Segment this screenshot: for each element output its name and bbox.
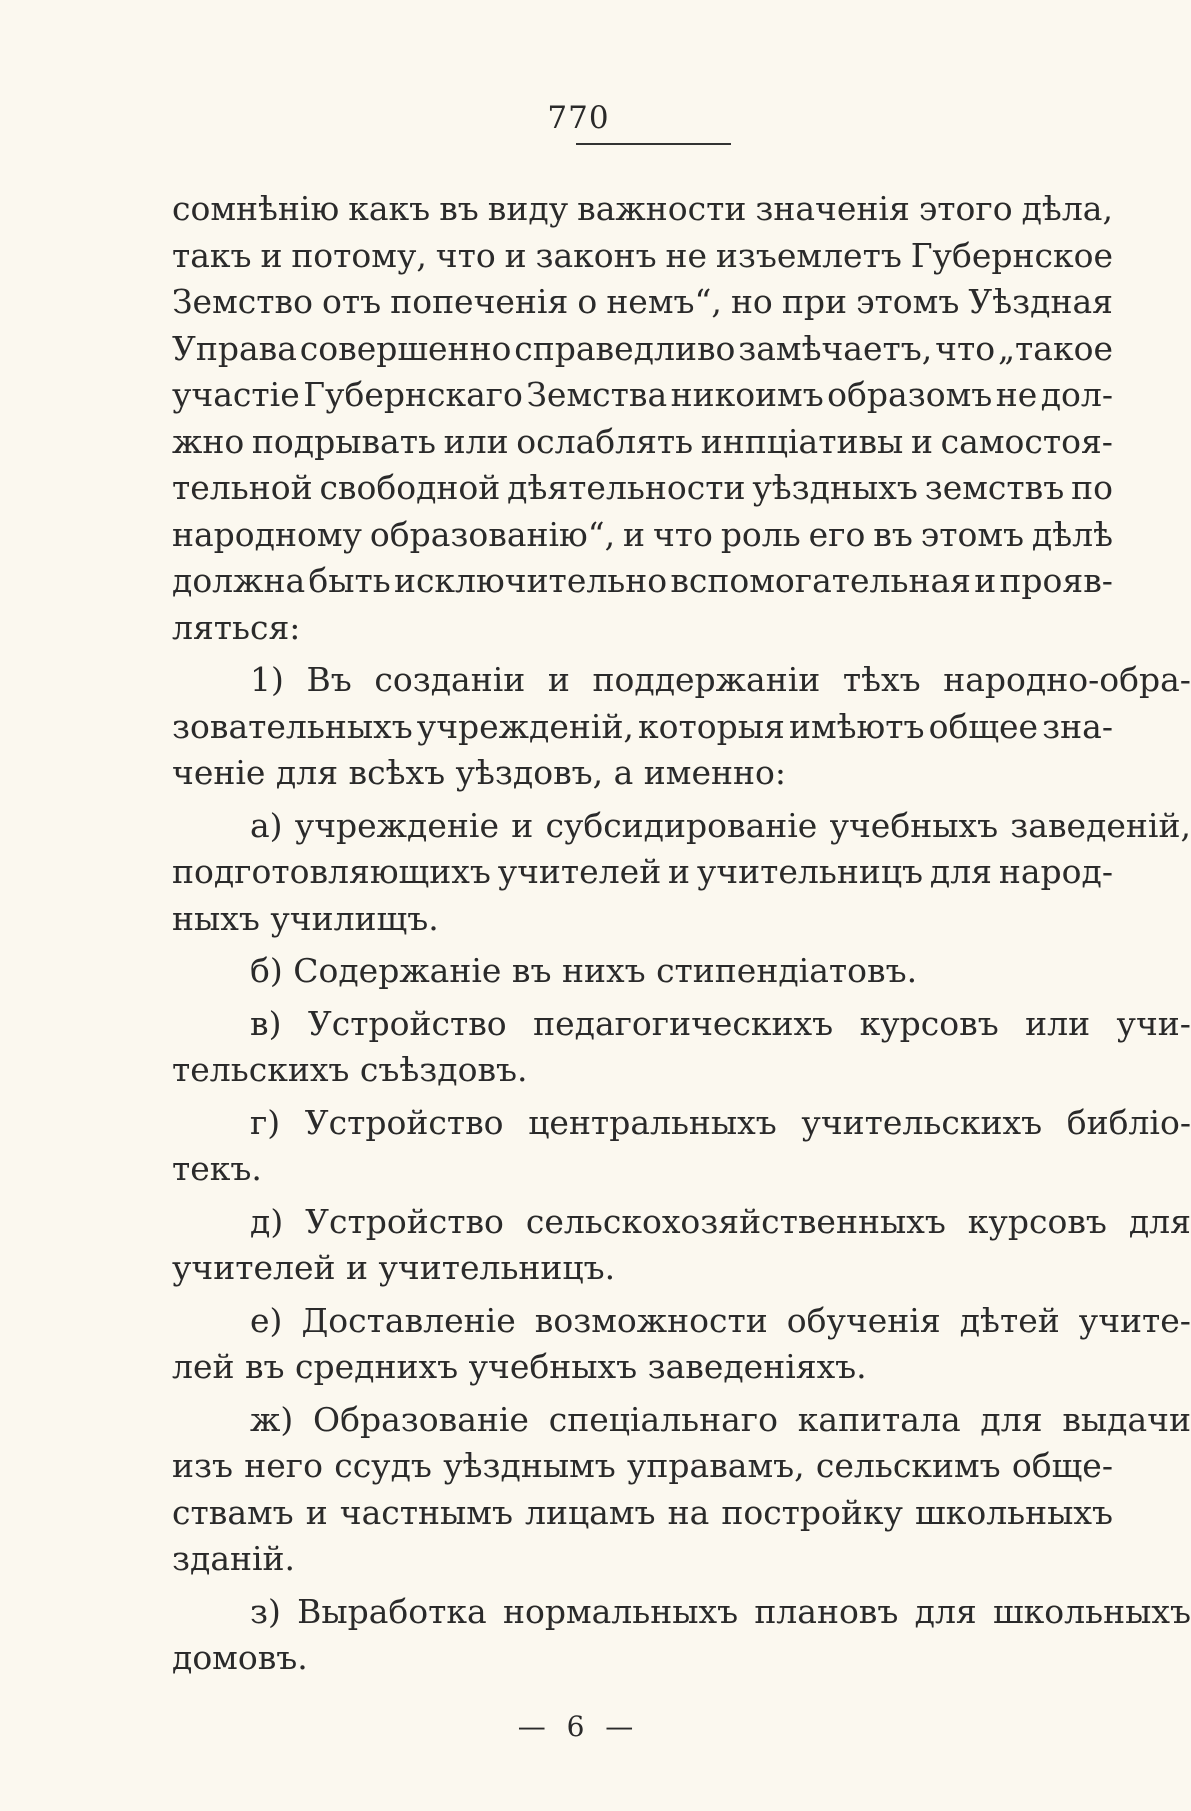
paragraph	[172, 948, 1113, 995]
text-line: тельной свободной дѣятельности уѣздныхъ земствъ по	[172, 468, 1113, 507]
text-line: ствамъ и частнымъ лицамъ на постройку школьныхъ	[172, 1492, 1113, 1532]
text-line: д) Устройство сельскохозяйственныхъ курсовъ для	[250, 1201, 1191, 1241]
page-number: 770	[547, 100, 610, 136]
text-line: ченіе для всѣхъ уѣздовъ, а именно:	[172, 753, 786, 792]
text-line: Земство отъ попеченія о немъ“, но при этомъ Уѣздная	[172, 282, 1113, 321]
text-line: подготовляющихъ учителей и учительницъ для народ-	[172, 852, 1113, 891]
text-line: зданій.	[172, 1539, 296, 1578]
text-line: Управа совершенно справедливо замѣчаетъ, что „такое	[172, 328, 1113, 368]
paragraph	[172, 1589, 1191, 1682]
text-line: ныхъ училищъ.	[172, 898, 439, 938]
text-line: б) Содержаніе въ нихъ стипендіатовъ.	[250, 951, 918, 990]
paragraph	[172, 1199, 1191, 1292]
text-line: ляться:	[172, 607, 301, 647]
text-line: е) Доставленіе возможности обученія дѣтей учите-	[250, 1300, 1191, 1340]
paragraph	[172, 803, 1191, 943]
text-line: г) Устройство центральныхъ учительскихъ библіо-	[250, 1102, 1191, 1142]
text-line: должна быть исключительно вспомогательная и прояв-	[172, 561, 1113, 600]
text-line: а) учрежденіе и субсидированіе учебныхъ заведеній,	[250, 805, 1191, 845]
body-text	[172, 186, 1191, 1682]
paragraph	[172, 657, 1191, 797]
text-line: изъ него ссудъ уѣзднымъ управамъ, сельскимъ обще-	[172, 1446, 1113, 1485]
text-line: 1) Въ созданіи и поддержаніи тѣхъ народно-обра-	[250, 660, 1191, 699]
text-line: сомнѣнію какъ въ виду важности значенія этого дѣла,	[172, 189, 1113, 228]
footer-signature-mark: — 6 —	[517, 1710, 640, 1743]
text-line: ж) Образованіе спеціальнаго капитала для выдачи	[250, 1399, 1191, 1439]
text-line: лей въ среднихъ учебныхъ заведеніяхъ.	[172, 1347, 867, 1386]
text-line: участіе Губернскаго Земства никоимъ образомъ не дол-	[172, 375, 1113, 414]
paragraph	[172, 1298, 1191, 1391]
paragraph	[172, 1100, 1191, 1193]
paragraph	[172, 1397, 1191, 1583]
text-line: в) Устройство педагогическихъ курсовъ или учи-	[250, 1003, 1191, 1043]
text-line: такъ и потому, что и законъ не изъемлетъ Губернское	[172, 235, 1113, 275]
text-line: тельскихъ съѣздовъ.	[172, 1050, 528, 1089]
text-line: текъ.	[172, 1149, 262, 1188]
paragraph	[172, 1001, 1191, 1094]
text-line: народному образованію“, и что роль его въ этомъ дѣлѣ	[172, 514, 1113, 554]
text-line: учителей и учительницъ.	[172, 1248, 616, 1287]
text-line: жно подрывать или ослаблять инпціативы и самостоя-	[172, 421, 1113, 461]
paragraph	[172, 186, 1113, 651]
text-line: домовъ.	[172, 1638, 308, 1677]
header-rule	[576, 143, 731, 145]
text-line: з) Выработка нормальныхъ плановъ для школьныхъ	[250, 1591, 1191, 1631]
text-line: зовательныхъ учрежденій, которыя имѣютъ общее зна-	[172, 706, 1113, 746]
